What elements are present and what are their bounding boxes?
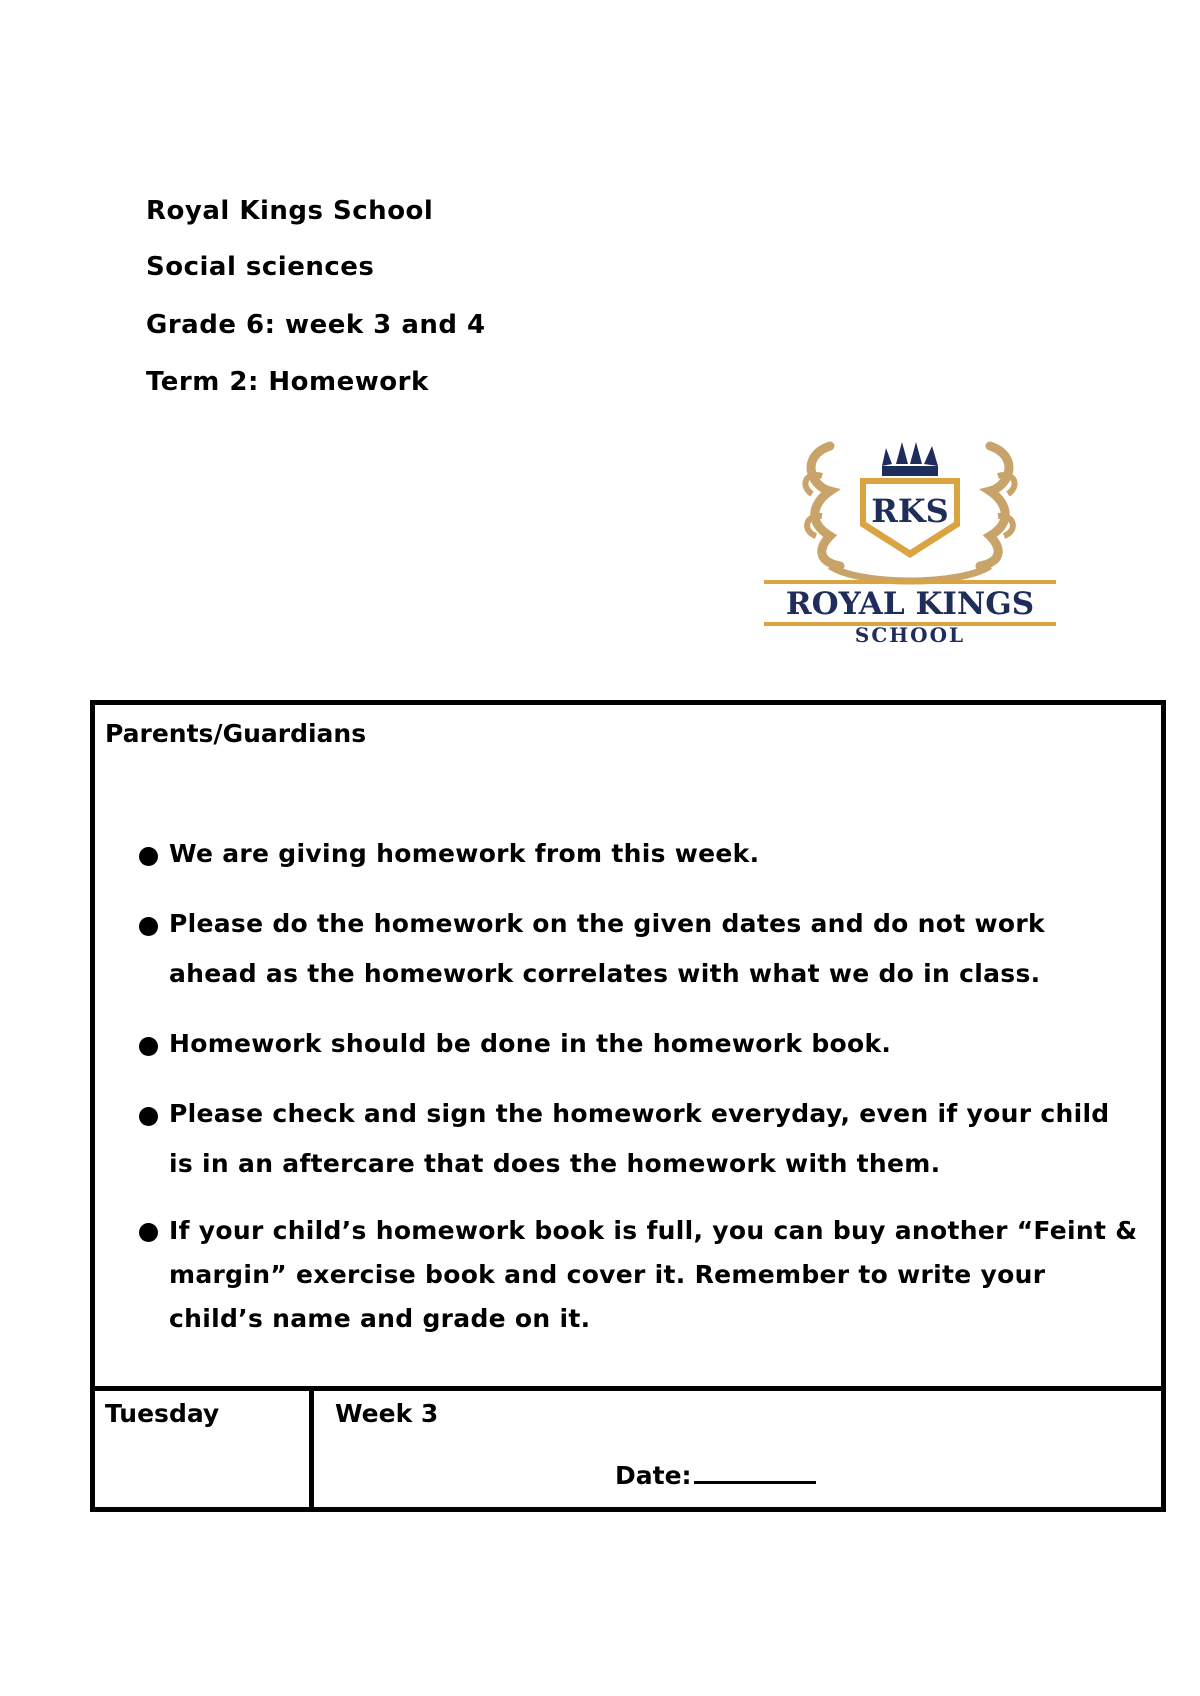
notice-bullet-text: Please do the homework on the given dates and do not work ahead as the homework correlates with what we do in class.	[169, 909, 1045, 988]
notice-bullet	[139, 1209, 1139, 1341]
crown-icon	[882, 442, 938, 476]
notice-box	[90, 700, 1166, 1512]
logo-name: ROYAL KINGS	[785, 586, 1035, 622]
header-term: Term 2: Homework	[146, 367, 429, 397]
schedule-day-cell	[95, 1391, 314, 1507]
logo-sub: SCHOOL	[854, 623, 966, 644]
notice-bullet-text: Please check and sign the homework everyday, even if your child is in an aftercare that does the homework with them.	[169, 1099, 1110, 1178]
notice-bullet-text: If your child’s homework book is full, you can buy another “Feint & margin” exercise book and cover it. Remember to write your child’s name and grade on it.	[169, 1216, 1138, 1333]
notice-bullet	[139, 1089, 1139, 1189]
bullet-icon	[139, 1037, 158, 1056]
notice-title: Parents/Guardians	[105, 719, 367, 748]
header-subject: Social sciences	[146, 252, 375, 282]
bullet-icon	[139, 847, 158, 866]
schedule-date	[615, 1457, 816, 1490]
logo-ornament-right	[980, 446, 1009, 566]
bullet-icon	[139, 917, 158, 936]
notice-bullet-text: Homework should be done in the homework book.	[169, 1029, 892, 1058]
notice-bullet	[139, 899, 1139, 999]
logo-initials: RKS	[871, 492, 949, 530]
header-school: Royal Kings School	[146, 196, 434, 226]
schedule-row	[95, 1386, 1161, 1507]
logo-ornament-left	[811, 446, 840, 566]
date-blank-line[interactable]	[694, 1457, 816, 1484]
header-grade: Grade 6: week 3 and 4	[146, 310, 486, 340]
bullet-icon	[139, 1223, 158, 1242]
notice-bullet-text: We are giving homework from this week.	[169, 839, 760, 868]
bullet-icon	[139, 1107, 158, 1126]
schedule-week: Week 3	[335, 1399, 439, 1428]
notice-bullet-list	[139, 829, 1139, 1361]
notice-bullet	[139, 1019, 1139, 1069]
date-label-text: Date:	[615, 1461, 692, 1490]
schedule-day: Tuesday	[105, 1399, 220, 1428]
notice-bullet	[139, 829, 1139, 879]
school-logo	[760, 436, 1060, 644]
